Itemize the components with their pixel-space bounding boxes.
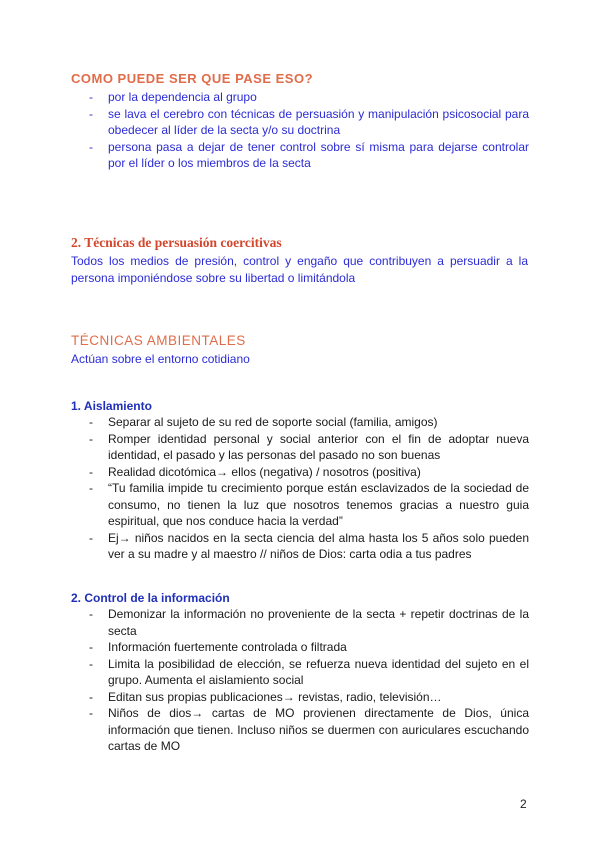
list-item: - se lava el cerebro con técnicas de persuasión y manipulación psicosocial para obedecer al líder de la secta y/o su doctrina	[89, 106, 529, 137]
list-item: - Información fuertemente controlada o filtrada	[89, 640, 347, 654]
page-number: 2	[520, 797, 527, 811]
list-item: - “Tu familia impide tu crecimiento porque están esclavizados de la sociedad de consumo, no tienen la luz que nosotros tenemos gracias a nuestro guia espiritual, que nos conduce hacia la verdad”	[89, 481, 529, 528]
ambientales-subtitle: Actúan sobre el entorno cotidiano	[71, 352, 250, 366]
list-item: - Limita la posibilidad de elección, se refuerza nueva identidad del sujeto en el grupo. Aumenta el aislamiento social	[89, 656, 529, 687]
heading-aislamiento: 1. Aislamiento	[71, 399, 152, 413]
list-item: - Ej→ niños nacidos en la secta ciencia del alma hasta los 5 años solo pueden ver a su madre y al maestro // niños de Dios: carta odia a tus padres	[89, 530, 529, 561]
control-list	[71, 606, 529, 755]
aislamiento-list	[71, 414, 529, 563]
causes-list	[71, 89, 529, 172]
list-item: - Romper identidad personal y social anterior con el fin de adoptar nueva identidad, el pasado y las personas del pasado no son buenas	[89, 431, 529, 462]
list-item: - Niños de dios→ cartas de MO provienen directamente de Dios, única información que tienen. Incluso niños se duermen con auriculares escuchando cartas de MO	[89, 706, 529, 753]
list-item: - Demonizar la información no proveniente de la secta + repetir doctrinas de la secta	[89, 607, 529, 638]
list-item: - persona pasa a dejar de tener control sobre sí misma para dejarse controlar por el líder o los miembros de la secta	[89, 139, 529, 170]
section-heading-tecnicas-persuasion: 2. Técnicas de persuasión coercitivas	[71, 235, 282, 250]
list-item: - por la dependencia al grupo	[89, 90, 257, 104]
list-item: - Realidad dicotómica→ ellos (negativa) / nosotros (positiva)	[89, 464, 421, 479]
heading-control-informacion: 2. Control de la información	[71, 591, 230, 605]
section-heading-como-puede: COMO PUEDE SER QUE PASE ESO?	[71, 71, 314, 86]
section-heading-ambientales: TÉCNICAS AMBIENTALES	[71, 333, 246, 348]
tecnicas-definition: Todos los medios de presión, control y engaño que contribuyen a persuadir a la persona imponiéndose sobre su libertad o limitándola	[71, 254, 528, 285]
list-item: - Separar al sujeto de su red de soporte social (familia, amigos)	[89, 415, 438, 429]
list-item: - Editan sus propias publicaciones→ revistas, radio, televisión…	[89, 689, 442, 704]
